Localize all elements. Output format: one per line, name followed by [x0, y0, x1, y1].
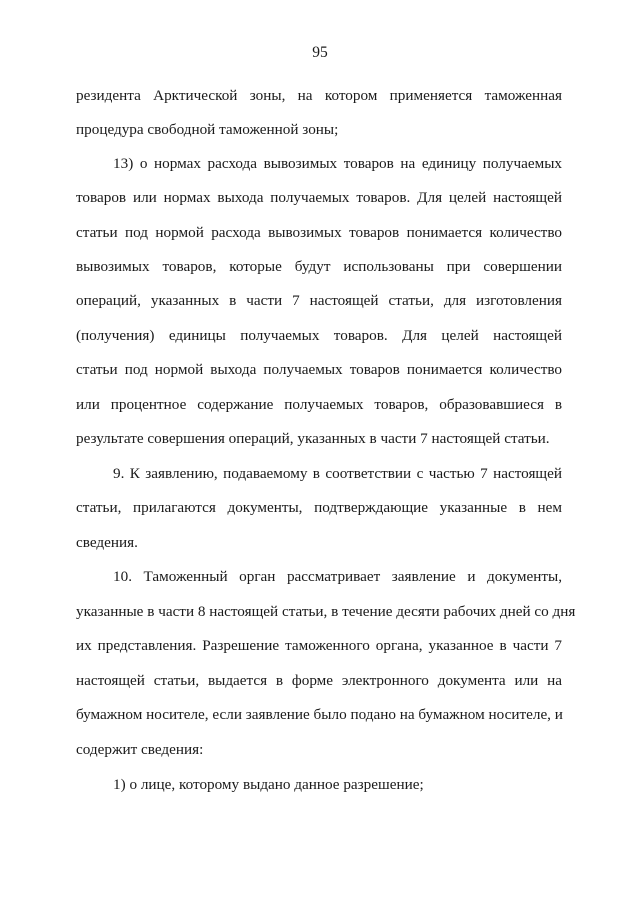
text-line: вывозимых товаров, которые будут использованы при совершении: [76, 258, 562, 275]
text-line: статьи, прилагаются документы, подтверждающие указанные в нем: [76, 499, 562, 516]
text-line: 13) о нормах расхода вывозимых товаров на единицу получаемых: [113, 155, 562, 172]
text-line: сведения.: [76, 534, 138, 551]
text-line: указанные в части 8 настоящей статьи, в течение десяти рабочих дней со дня: [76, 603, 576, 620]
text-line: 10. Таможенный орган рассматривает заявление и документы,: [113, 568, 562, 585]
text-line: статьи под нормой расхода вывозимых товаров понимается количество: [76, 224, 562, 241]
text-line: бумажном носителе, если заявление было подано на бумажном носителе, и: [76, 706, 563, 723]
text-line: или процентное содержание получаемых товаров, образовавшиеся в: [76, 396, 562, 413]
text-line: резидента Арктической зоны, на котором применяется таможенная: [76, 87, 562, 104]
text-line: их представления. Разрешение таможенного органа, указанное в части 7: [76, 637, 562, 654]
text-line: процедура свободной таможенной зоны;: [76, 121, 339, 138]
text-line: 9. К заявлению, подаваемому в соответствии с частью 7 настоящей: [113, 465, 562, 482]
text-line: статьи под нормой выхода получаемых товаров понимается количество: [76, 361, 562, 378]
text-line: операций, указанных в части 7 настоящей статьи, для изготовления: [76, 292, 562, 309]
text-line: содержит сведения:: [76, 741, 204, 758]
text-line: 1) о лице, которому выдано данное разрешение;: [113, 776, 424, 793]
text-line: настоящей статьи, выдается в форме электронного документа или на: [76, 672, 562, 689]
text-line: (получения) единицы получаемых товаров. Для целей настоящей: [76, 327, 562, 344]
page-number: 95: [312, 44, 328, 61]
text-line: товаров или нормах выхода получаемых товаров. Для целей настоящей: [76, 189, 562, 206]
text-line: результате совершения операций, указанных в части 7 настоящей статьи.: [76, 430, 550, 447]
